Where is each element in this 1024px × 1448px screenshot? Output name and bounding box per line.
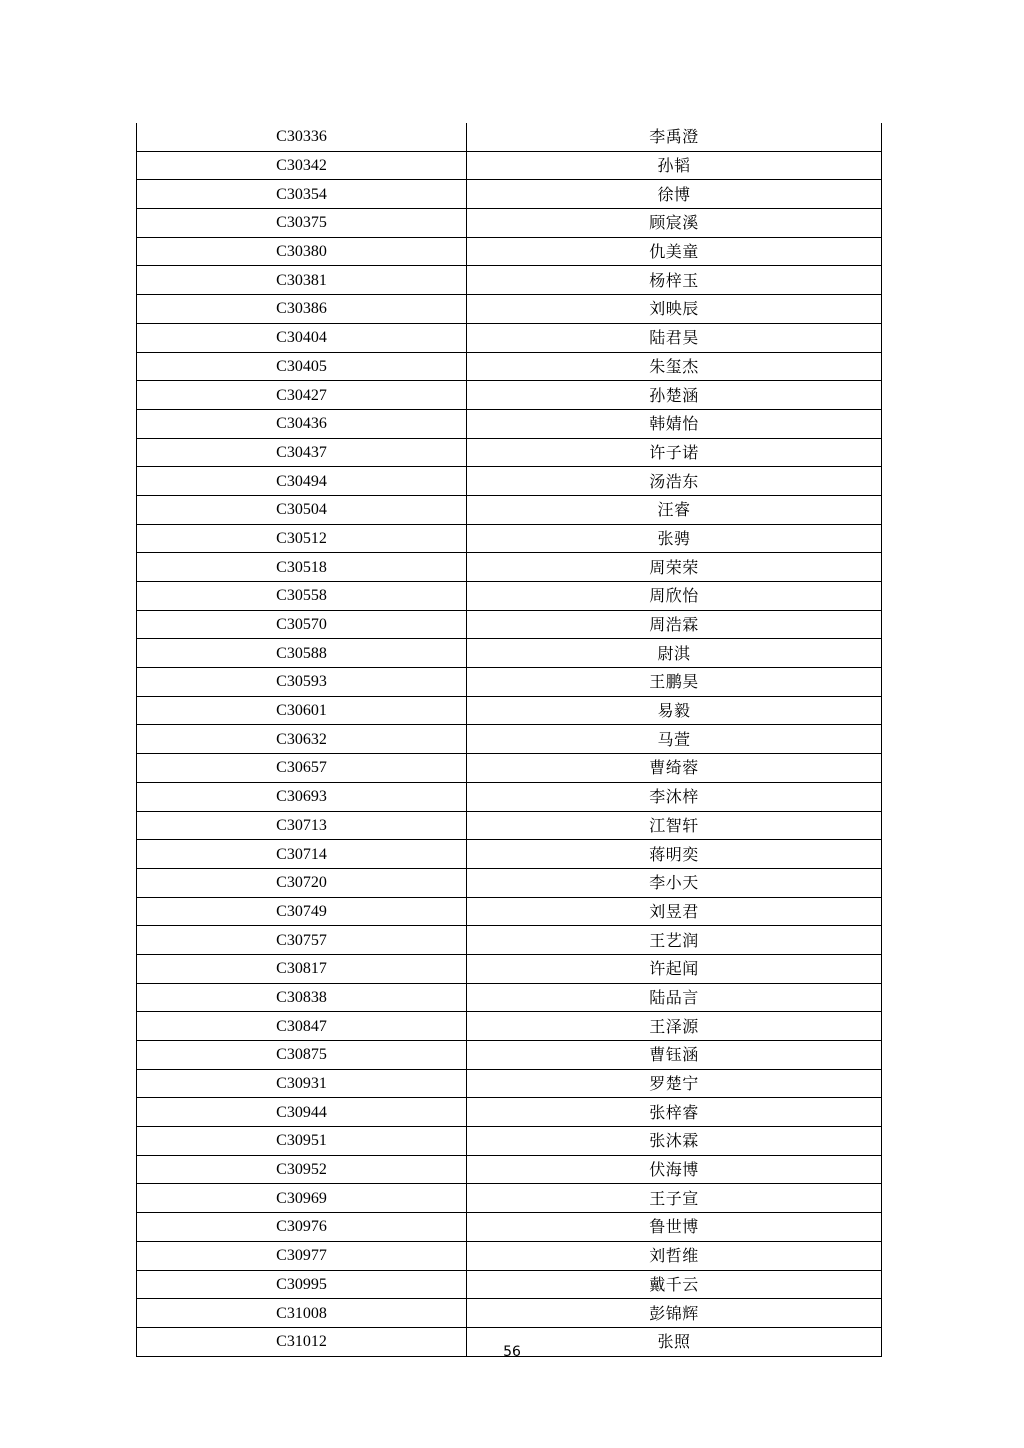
student-id-cell: C30969 [137, 1184, 467, 1213]
student-name-cell: 张梓睿 [467, 1098, 882, 1127]
student-id-cell: C30749 [137, 897, 467, 926]
student-id-cell: C30380 [137, 237, 467, 266]
table-row [137, 237, 882, 266]
student-id-cell: C30657 [137, 754, 467, 783]
student-name-cell: 江智轩 [467, 811, 882, 840]
student-name-cell: 彭锦辉 [467, 1299, 882, 1328]
page-number: 56 [503, 1344, 521, 1360]
student-name-cell: 周欣怡 [467, 582, 882, 611]
roster-table-body [137, 123, 882, 1356]
student-name-cell: 尉淇 [467, 639, 882, 668]
student-name-cell: 鲁世博 [467, 1213, 882, 1242]
table-row [137, 1241, 882, 1270]
student-id-cell: C30342 [137, 151, 467, 180]
student-name-cell: 张沐霖 [467, 1127, 882, 1156]
student-name-cell: 李沐梓 [467, 782, 882, 811]
student-name-cell: 周荣荣 [467, 553, 882, 582]
table-row [137, 725, 882, 754]
student-id-cell: C30847 [137, 1012, 467, 1041]
table-row [137, 553, 882, 582]
table-row [137, 610, 882, 639]
student-name-cell: 孙韬 [467, 151, 882, 180]
student-id-cell: C30512 [137, 524, 467, 553]
student-name-cell: 杨梓玉 [467, 266, 882, 295]
table-row [137, 123, 882, 151]
student-name-cell: 罗楚宁 [467, 1069, 882, 1098]
student-id-cell: C30601 [137, 696, 467, 725]
table-row [137, 696, 882, 725]
student-name-cell: 蒋明奕 [467, 840, 882, 869]
table-row [137, 782, 882, 811]
table-row [137, 1184, 882, 1213]
student-name-cell: 张骋 [467, 524, 882, 553]
table-row [137, 381, 882, 410]
table-row [137, 926, 882, 955]
table-row [137, 1127, 882, 1156]
student-id-cell: C30952 [137, 1155, 467, 1184]
student-name-cell: 戴千云 [467, 1270, 882, 1299]
student-id-cell: C30518 [137, 553, 467, 582]
student-id-cell: C30693 [137, 782, 467, 811]
table-row [137, 1041, 882, 1070]
table-row [137, 438, 882, 467]
student-id-cell: C30632 [137, 725, 467, 754]
student-name-cell: 徐博 [467, 180, 882, 209]
student-name-cell: 马萱 [467, 725, 882, 754]
table-row [137, 811, 882, 840]
student-id-cell: C30381 [137, 266, 467, 295]
table-row [137, 1012, 882, 1041]
table-row [137, 409, 882, 438]
table-row [137, 954, 882, 983]
student-name-cell: 陆品言 [467, 983, 882, 1012]
student-id-cell: C30437 [137, 438, 467, 467]
student-name-cell: 王艺润 [467, 926, 882, 955]
student-id-cell: C30720 [137, 868, 467, 897]
table-row [137, 754, 882, 783]
student-id-cell: C30817 [137, 954, 467, 983]
student-id-cell: C30757 [137, 926, 467, 955]
student-id-cell: C30593 [137, 668, 467, 697]
student-name-cell: 伏海博 [467, 1155, 882, 1184]
table-row [137, 1069, 882, 1098]
table-row [137, 180, 882, 209]
student-id-cell: C30405 [137, 352, 467, 381]
student-id-cell: C30713 [137, 811, 467, 840]
student-id-cell: C30504 [137, 495, 467, 524]
student-name-cell: 刘映辰 [467, 295, 882, 324]
student-name-cell: 曹绮蓉 [467, 754, 882, 783]
student-name-cell: 李禹澄 [467, 123, 882, 151]
roster-table [136, 123, 882, 1357]
student-id-cell: C30995 [137, 1270, 467, 1299]
student-name-cell: 汤浩东 [467, 467, 882, 496]
student-name-cell: 韩婧怡 [467, 409, 882, 438]
student-name-cell: 汪睿 [467, 495, 882, 524]
student-id-cell: C30714 [137, 840, 467, 869]
table-row [137, 295, 882, 324]
student-id-cell: C30427 [137, 381, 467, 410]
table-row [137, 897, 882, 926]
student-id-cell: C31012 [137, 1327, 467, 1356]
student-id-cell: C30436 [137, 409, 467, 438]
table-row [137, 1155, 882, 1184]
table-row [137, 840, 882, 869]
table-row [137, 209, 882, 238]
student-id-cell: C30386 [137, 295, 467, 324]
table-row [137, 983, 882, 1012]
table-row [137, 352, 882, 381]
table-row [137, 467, 882, 496]
student-id-cell: C30951 [137, 1127, 467, 1156]
table-row [137, 868, 882, 897]
student-name-cell: 陆君昊 [467, 323, 882, 352]
table-row [137, 639, 882, 668]
student-name-cell: 刘昱君 [467, 897, 882, 926]
table-row [137, 668, 882, 697]
student-id-cell: C30336 [137, 123, 467, 151]
student-id-cell: C30838 [137, 983, 467, 1012]
student-id-cell: C30570 [137, 610, 467, 639]
student-id-cell: C31008 [137, 1299, 467, 1328]
student-name-cell: 周浩霖 [467, 610, 882, 639]
student-name-cell: 仇美童 [467, 237, 882, 266]
student-id-cell: C30494 [137, 467, 467, 496]
student-name-cell: 孙楚涵 [467, 381, 882, 410]
student-id-cell: C30354 [137, 180, 467, 209]
student-name-cell: 易毅 [467, 696, 882, 725]
student-id-cell: C30875 [137, 1041, 467, 1070]
table-row [137, 1270, 882, 1299]
student-name-cell: 王泽源 [467, 1012, 882, 1041]
student-name-cell: 曹钰涵 [467, 1041, 882, 1070]
student-id-cell: C30944 [137, 1098, 467, 1127]
table-row [137, 151, 882, 180]
student-name-cell: 王鹏昊 [467, 668, 882, 697]
student-id-cell: C30558 [137, 582, 467, 611]
student-name-cell: 刘哲维 [467, 1241, 882, 1270]
table-row [137, 1213, 882, 1242]
table-row [137, 524, 882, 553]
student-name-cell: 朱玺杰 [467, 352, 882, 381]
student-id-cell: C30977 [137, 1241, 467, 1270]
student-name-cell: 许起闻 [467, 954, 882, 983]
student-name-cell: 王子宣 [467, 1184, 882, 1213]
student-id-cell: C30404 [137, 323, 467, 352]
table-row [137, 1098, 882, 1127]
student-name-cell: 张照 [467, 1327, 882, 1356]
table-row [137, 323, 882, 352]
student-id-cell: C30976 [137, 1213, 467, 1242]
student-id-cell: C30375 [137, 209, 467, 238]
table-row [137, 495, 882, 524]
student-name-cell: 李小天 [467, 868, 882, 897]
table-row [137, 582, 882, 611]
table-row [137, 266, 882, 295]
student-id-cell: C30931 [137, 1069, 467, 1098]
student-name-cell: 顾宸溪 [467, 209, 882, 238]
student-name-cell: 许子诺 [467, 438, 882, 467]
table-row [137, 1299, 882, 1328]
student-id-cell: C30588 [137, 639, 467, 668]
